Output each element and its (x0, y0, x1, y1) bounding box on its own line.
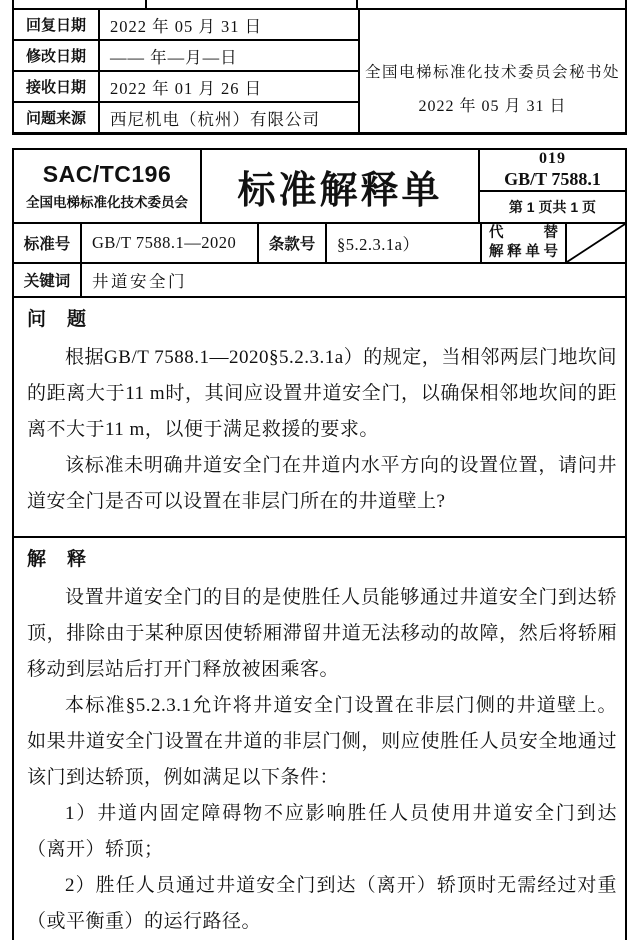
table-row (14, 103, 358, 132)
committee-code: SAC/TC196 (42, 161, 172, 187)
receive-date-label: 接收日期 (14, 72, 100, 101)
question-section (14, 298, 625, 538)
cutoff-cell (358, 0, 625, 8)
cutoff-row (14, 0, 625, 10)
interpretation-title: 解 释 (27, 549, 88, 570)
standard-no-value: GB/T 7588.1—2020 (82, 224, 259, 262)
replaced-sheet-empty-cell (567, 224, 625, 262)
modify-date-label: 修改日期 (14, 41, 100, 70)
clause-label: 条款号 (259, 224, 327, 262)
replace-label-line1: 代 替 (489, 225, 558, 241)
secretariat-name: 全国电梯标准化技术委员会秘书处 (364, 64, 620, 81)
diagonal-line-icon (567, 224, 625, 262)
interpretation-list-item: 2）胜任人员通过井道安全门到达（离开）轿顶时无需经过对重（或平衡重）的运行路径。 (27, 875, 617, 932)
question-paragraph: 该标准未明确井道安全门在井道内水平方向的设置位置，请问井道安全门是否可以设置在非层门所在的井道壁上? (27, 455, 617, 513)
receive-date-value: 2022 年 01 月 26 日 (110, 78, 263, 98)
question-paragraph: 根据GB/T 7588.1—2020§5.2.3.1a）的规定，当相邻两层门地坎间的距离大于11 m时，其间应设置井道安全门，以确保相邻地坎间的距离不大于11 m，以便于满足救援的要求。 (27, 347, 617, 441)
standard-meta-row (14, 224, 625, 264)
committee-cell (14, 150, 202, 222)
interpretation-paragraph: 设置井道安全门的目的是使胜任人员能够通过井道安全门到达轿顶，排除由于某种原因使轿厢滞留井道无法移动的故障，然后将轿厢移动到层站后打开门释放被困乘客。 (27, 587, 617, 680)
keyword-label: 关键词 (14, 264, 82, 296)
table-row (14, 10, 358, 41)
reply-date-label: 回复日期 (14, 10, 100, 39)
title-cell (202, 150, 480, 222)
replace-label-line2: 解释单号 (489, 244, 558, 260)
replaced-sheet-label (482, 224, 567, 262)
question-title: 问 题 (27, 309, 88, 331)
interpretation-sheet (12, 148, 627, 940)
question-source-value: 西尼机电（杭州）有限公司 (110, 109, 320, 129)
cutoff-cell (14, 0, 147, 8)
interpretation-list-item: 1）井道内固定障碍物不应影响胜任人员使用井道安全门到达（离开）轿顶； (27, 803, 617, 860)
secretariat-date: 2022 年 05 月 31 日 (418, 98, 567, 115)
question-source-label: 问题来源 (14, 103, 100, 132)
dates-block (14, 10, 360, 132)
reply-date-value: 2022 年 05 月 31 日 (110, 16, 263, 36)
table-row (14, 41, 358, 72)
response-info-table (12, 0, 627, 135)
modify-date-value: —— 年—月—日 (110, 47, 238, 67)
cutoff-cell (147, 0, 358, 8)
interpretation-paragraph: 本标准§5.2.3.1允许将井道安全门设置在非层门侧的井道壁上。如果井道安全门设置在井道的非层门侧，则应使胜任人员安全地通过该门到达轿顶，例如满足以下条件： (27, 695, 617, 788)
table-row (14, 72, 358, 103)
document-title: 标准解释单 (237, 169, 443, 212)
sheet-number: 019 (539, 150, 566, 167)
interpretation-section (14, 538, 625, 940)
committee-name: 全国电梯标准化技术委员会 (26, 195, 188, 210)
sheet-header (14, 150, 625, 224)
standard-reference: GB/T 7588.1 (504, 169, 601, 189)
keyword-value: 井道安全门 (92, 272, 187, 292)
standard-no-label: 标准号 (14, 224, 82, 262)
secretariat-cell (360, 10, 625, 132)
clause-value: §5.2.3.1a） (327, 224, 482, 262)
keyword-row (14, 264, 625, 298)
number-cell (480, 150, 625, 222)
page-info: 第 1 页共 1 页 (508, 199, 597, 215)
